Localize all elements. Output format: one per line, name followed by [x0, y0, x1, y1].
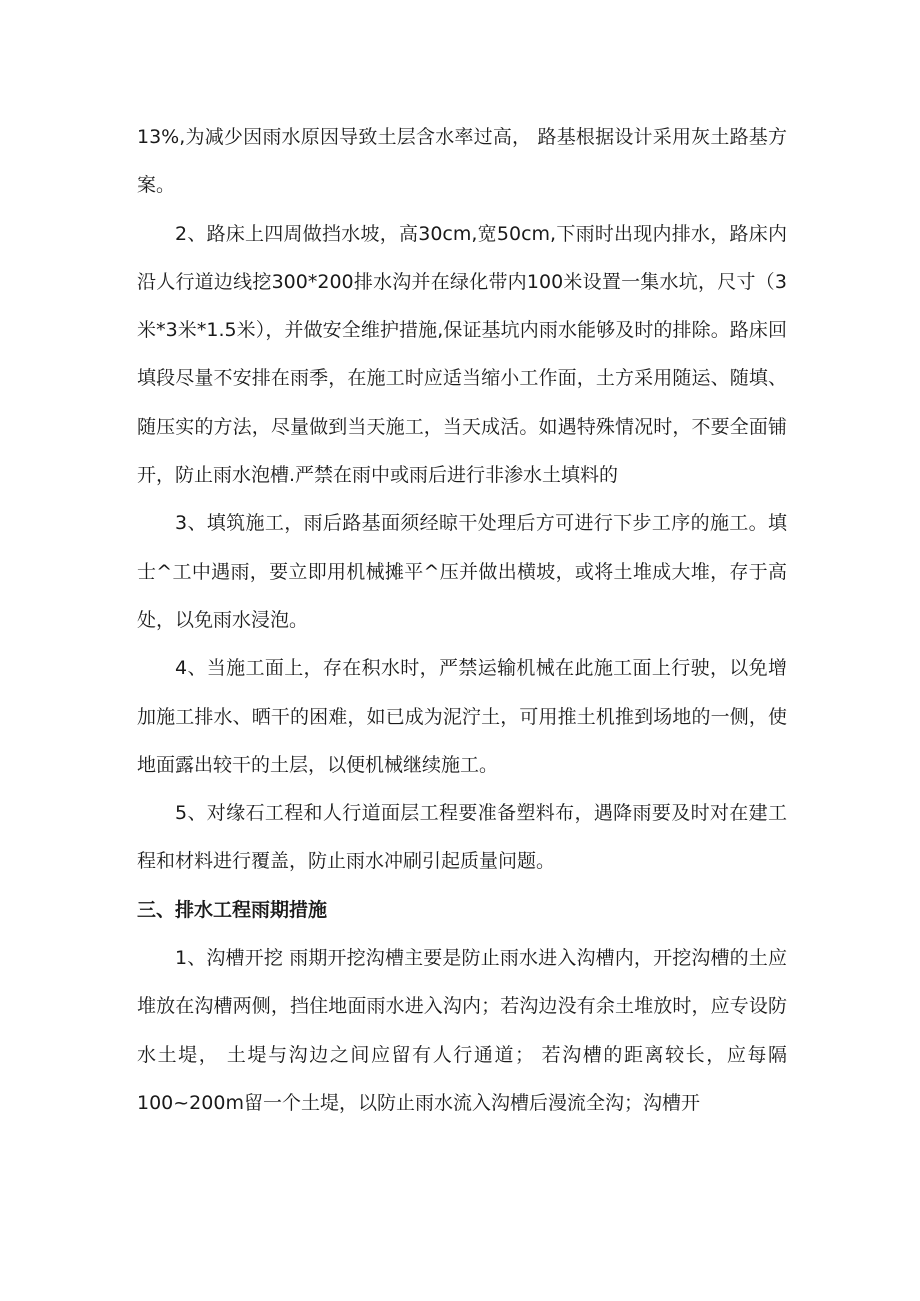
paragraph-item-3: 3、填筑施工，雨后路基面须经晾干处理后方可进行下步工序的施工。填士^工中遇雨，要立即用机械摊平^压并做出横坡，或将土堆成大堆，存于高处，以免雨水浸泡。: [137, 512, 787, 631]
paragraph-item-4: 4、当施工面上，存在积水时，严禁运输机械在此施工面上行驶，以免增加施工排水、晒干的困难，如已成为泥泞土，可用推土机推到场地的一侧，使地面露出较干的土层，以便机械继续施工。: [137, 657, 787, 776]
document-body: [137, 113, 787, 1127]
paragraph-item-1-trench: 1、沟槽开挖 雨期开挖沟槽主要是防止雨水进入沟槽内，开挖沟槽的土应堆放在沟槽两侧，挡住地面雨水进入沟内；若沟边没有余土堆放时，应专设防水土堤， 土堤与沟边之间应留有人行通道； 若沟槽的距离较长，应每隔100~200m留一个土堤，以防止雨水流入沟槽后漫流全沟；沟槽开: [137, 947, 787, 1114]
paragraph-item-5: 5、对缘石工程和人行道面层工程要准备塑料布，遇降雨要及时对在建工程和材料进行覆盖，防止雨水冲刷引起质量问题。: [137, 802, 787, 873]
paragraph-continuation: 13%,为减少因雨水原因导致土层含水率过高， 路基根据设计采用灰土路基方案。: [137, 126, 787, 197]
section-heading: 三、排水工程雨期措施: [137, 898, 328, 921]
paragraph-item-2: 2、路床上四周做挡水坡，高30cm,宽50cm,下雨时出现内排水，路床内沿人行道边线挖300*200排水沟并在绿化带内100米设置一集水坑，尺寸（3米*3米*1.5米），并做安全维护措施,保证基坑内雨水能够及时的排除。路床回填段尽量不安排在雨季，在施工时应适当缩小工作面，土方采用随运、随填、随压实的方法，尽量做到当天施工，当天成活。如遇特殊情况时，不要全面铺开，防止雨水泡槽.严禁在雨中或雨后进行非渗水土填料的: [137, 222, 787, 487]
